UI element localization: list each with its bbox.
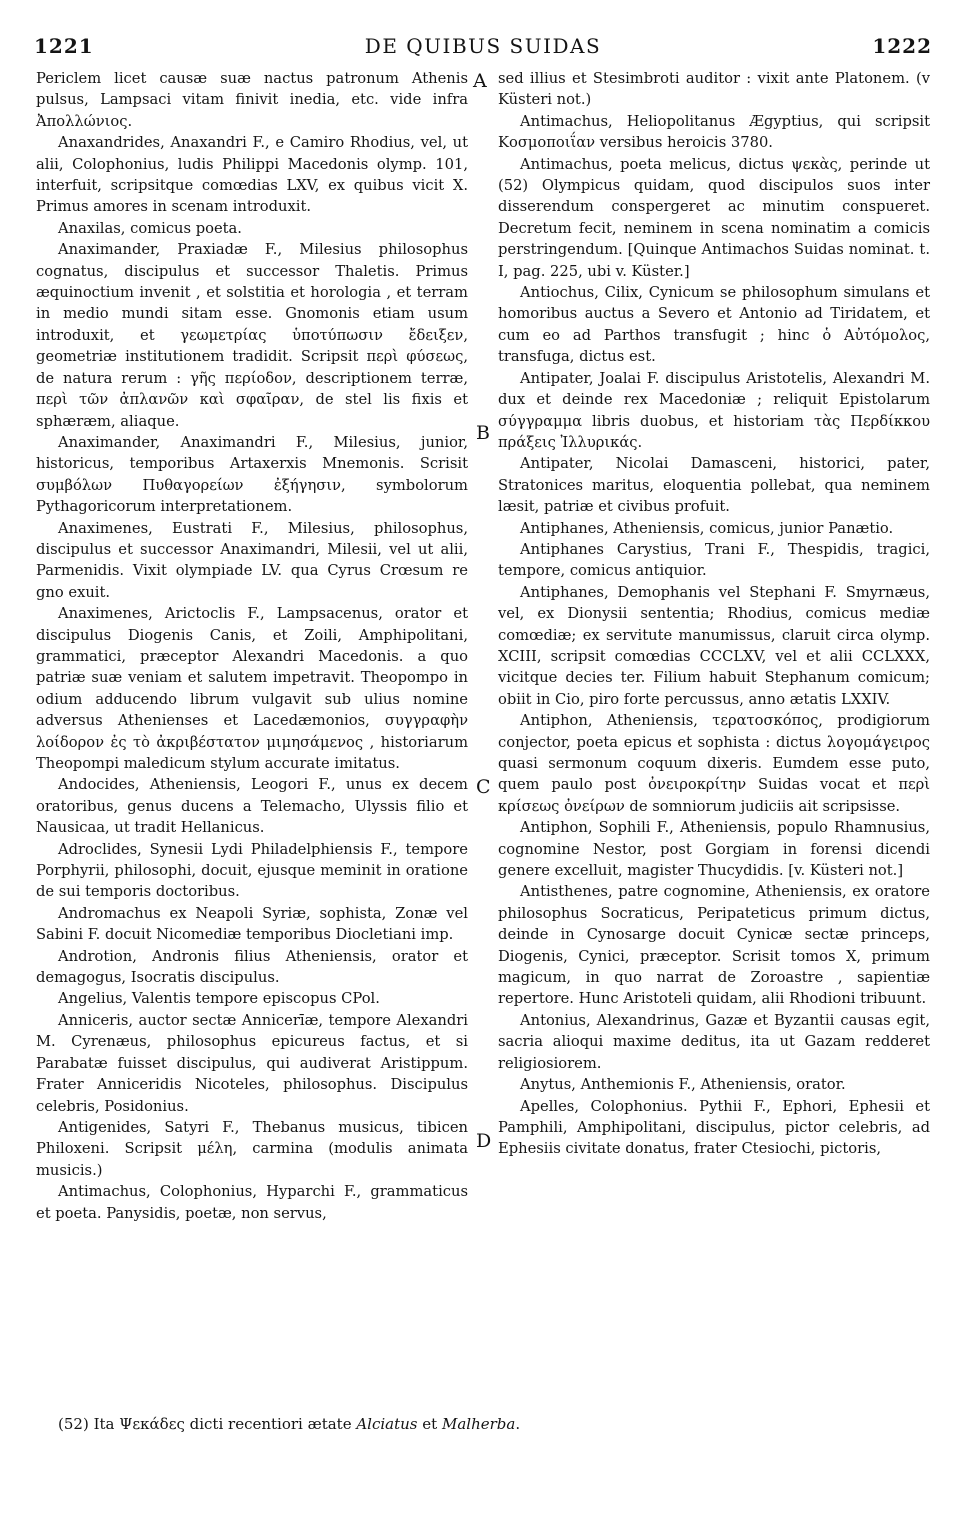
entry-paragraph: Antisthenes, patre cognomine, Atheniensis, ex oratore philosophus Socraticus, Peripateticus primum dictus, deinde in Cynosarge docuit Cynicæ sectæ princeps, Diogenis, Cynici, præceptor. Scrisit tomos X, primum magicum, in quo narrat de Zoroastre , sapientiæ repertore. Hunc Aristoteli quidam, alii Rhodioni tribuunt. (498, 883, 930, 1008)
entry-paragraph: Anaximander, Anaximandri F., Milesius, junior, historicus, temporibus Artaxerxis Mnemonis. Scrisit συμβόλων Πυθαγορείων ἐξήγησιν, symbolorum Pythagoricorum interpretationem. (36, 433, 468, 516)
footnote-number: (52) (58, 1415, 89, 1433)
entry-paragraph: Antimachus, poeta melicus, dictus ψεκὰς, perinde ut (52) Olympicus quidam, quod discipulos suos inter disserendum conspergeret ac minutim conspueret. Decretum fecit, neminem in scena nominatim a comicis perstringendum. [Quinque Antimachos Suidas nominat. t. I, pag. 225, ubi v. Küster.] (498, 155, 930, 280)
footnote-name-malherba: Malherba (441, 1415, 516, 1433)
entry-paragraph: Andromachus ex Neapoli Syriæ, sophista, Zonæ vel Sabini F. docuit Nicomediæ temporibus Diocletiani imp. (36, 904, 468, 944)
entry-paragraph: Antiochus, Cilix, Cynicum se philosophum simulans et homoribus auctus a Severo et Antonio ad Tiridatem, et cum eo ad Parthos transfugit ; hinc ὁ Αὐτόμολος, transfuga, dictus est. (498, 284, 930, 366)
entry-paragraph: Apelles, Colophonius. Pythii F., Ephori, Ephesii et Pamphili, Amphipolitani, discipulus, pictor celebris, ad Ephesiis civitate donatus, frater Ctesiochi, pictoris, (498, 1097, 930, 1158)
column-number-right: 1222 (872, 34, 932, 58)
entry-paragraph: Antiphon, Sophili F., Atheniensis, populo Rhamnusius, cognomine Nestor, post Gorgiam in forensi dicendi genere excelluit, magister Thucydidis. [v. Küsteri not.] (498, 819, 930, 880)
section-marker-b: B (476, 422, 490, 444)
column-number-left: 1221 (34, 34, 94, 58)
entry-paragraph: Anaxilas, comicus poeta. (58, 219, 242, 237)
footnote (58, 1414, 918, 1434)
footnote-end: . (515, 1415, 521, 1433)
entry-paragraph: Periclem licet causæ suæ nactus patronum Athenis pulsus, Lampsaci vitam finivit inedia, etc. vide infra Ἀπολλώνιος. (36, 70, 468, 130)
entry-paragraph: Angelius, Valentis tempore episcopus CPol. (58, 990, 380, 1008)
right-column (498, 68, 930, 1160)
entry-paragraph: Antipater, Nicolai Damasceni, historici, pater, Stratonices maritus, eloquentia pollebat, qua neminem læsit, patriæ et civibus profuit. (498, 455, 930, 516)
entry-paragraph: Antipater, Joalai F. discipulus Aristotelis, Alexandri M. dux et deinde rex Macedoniæ ; reliquit Epistolarum σύγγραμμα libris duobus, et historiam τὰς Περδίκκου πράξεις Ἰλλυρικάς. (498, 369, 930, 451)
footnote-conjunction: et (417, 1415, 442, 1433)
section-marker-c: C (476, 776, 491, 798)
entry-paragraph: Antimachus, Heliopolitanus Ægyptius, qui scripsit Κοσμοποιΐαν versibus heroicis 3780. (498, 112, 930, 152)
entry-paragraph: Anaximander, Praxiadæ F., Milesius philosophus cognatus, discipulus et successor Thaletis. Primus æquinoctium invenit , et solstitia et horologia , et terram in medio mundi sitam esse. Gnomonis etiam usum introduxit, et γεωμετρίας ὑποτύπωσιν ἔδειξεν, geometriæ institutionem tradidit. Scripsit περὶ φύσεως, de natura rerum : γῆς περίοδον, descriptionem terræ, περὶ τῶν ἀπλανῶν καὶ σφαῖραν, de stel lis fixis et sphæræm, aliaque. (36, 241, 468, 430)
entry-paragraph: Anytus, Anthemionis F., Atheniensis, orator. (520, 1076, 846, 1094)
footnote-name-alciatus: Alciatus (356, 1415, 418, 1433)
entry-paragraph: Anniceris, auctor sectæ Annicerīæ, tempore Alexandri M. Cyrenæus, philosophus epicureus factus, et si Parabatæ fuisset discipulus, qui audiverat Aristippum. Frater Anniceridis Nicoteles, philosophus. Discipulus celebris, Posidonius. (36, 1011, 468, 1115)
page-header (28, 34, 938, 64)
entry-paragraph: Andocides, Atheniensis, Leogori F., unus ex decem oratoribus, genus ducens a Telemacho, Ulyssis filio et Nausicaa, ut tradit Hellanicus. (36, 776, 468, 837)
entry-paragraph: Antiphon, Atheniensis, τερατοσκόπος, prodigiorum conjector, poeta epicus et sophista : dictus λογομάγειρος quasi sermonum coquum dixeris. Eumdem esse puto, quem paulo post ὀνειροκρίτην Suidas vocat et περὶ κρίσεως ὀνείρων de somniorum judiciis ait scripsisse. (498, 712, 930, 815)
entry-paragraph: Antigenides, Satyri F., Thebanus musicus, tibicen Philoxeni. Scripsit μέλη, carmina (modulis animata musicis.) (36, 1118, 468, 1179)
entry-paragraph: Anaximenes, Eustrati F., Milesius, philosophus, discipulus et successor Anaximandri, Milesii, vel ut alii, Parmenidis. Vixit olympiade LV. qua Cyrus Crœsum re gno exuit. (36, 519, 468, 601)
entry-paragraph: Antonius, Alexandrinus, Gazæ et Byzantii causas egit, sacria alioqui maxime deditus, ita ut Gazam redderet religiosiorem. (498, 1011, 930, 1072)
left-column (36, 68, 468, 1224)
section-marker-d: D (476, 1130, 492, 1152)
entry-paragraph: Antiphanes, Demophanis vel Stephani F. Smyrnæus, vel, ex Dionysii sententia; Rhodius, comicus mediæ comœdiæ; ex servitute manumissus, claruit circa olymp. XCIII, scripsit comœdias CCCLXV, vel et alii CCLXXX, vicitque decies ter. Filium habuit Stephanum comicum; obiit in Cio, piro forte percussus, anno ætatis LXXIV. (498, 583, 930, 708)
footnote-text: Ita Ψεκάδες dicti recentiori ætate (88, 1415, 357, 1433)
entry-paragraph: Antiphanes Carystius, Trani F., Thespidis, tragici, tempore, comicus antiquior. (498, 540, 930, 580)
entry-paragraph: sed illius et Stesimbroti auditor : vixit ante Platonem. (v Küsteri not.) (498, 70, 930, 109)
entry-paragraph: Androtion, Andronis filius Atheniensis, orator et demagogus, Isocratis discipulus. (36, 947, 468, 987)
entry-paragraph: Antiphanes, Atheniensis, comicus, junior Panætio. (520, 519, 894, 537)
entry-paragraph: Antimachus, Colophonius, Hyparchi F., grammaticus et poeta. Panysidis, poetæ, non servus, (36, 1183, 468, 1222)
running-title: DE QUIBUS SUIDAS (364, 34, 602, 58)
entry-paragraph: Anaxandrides, Anaxandri F., e Camiro Rhodius, vel, ut alii, Colophonius, ludis Philippi Macedonis olymp. 101, interfuit, scripsitque comœdias LXV, ex quibus vicit X. Primus amores in scenam introduxit. (36, 134, 468, 216)
section-marker-a: A (473, 70, 487, 92)
entry-paragraph: Adroclides, Synesii Lydi Philadelphiensis F., tempore Porphyrii, philosophi, docuit, ejusque meminit in oratione de sui temporis doctoribus. (36, 840, 468, 901)
entry-paragraph: Anaximenes, Arictoclis F., Lampsacenus, orator et discipulus Diogenis Canis, et Zoili, Amphipolitani, grammatici, præceptor Alexandri Macedonis. a quo patriæ suæ veniam et salutem impetravit. Theopompo in odium adducendo librum vulgavit sub ulius nomine adversus Athenienses et Lacedæmonios, συγγραφὴν λοίδορον ἐς τὸ ἀκριβέστατον μιμησάμενος , historiarum Theopompi maledicum stylum accurate imitatus. (36, 605, 468, 772)
